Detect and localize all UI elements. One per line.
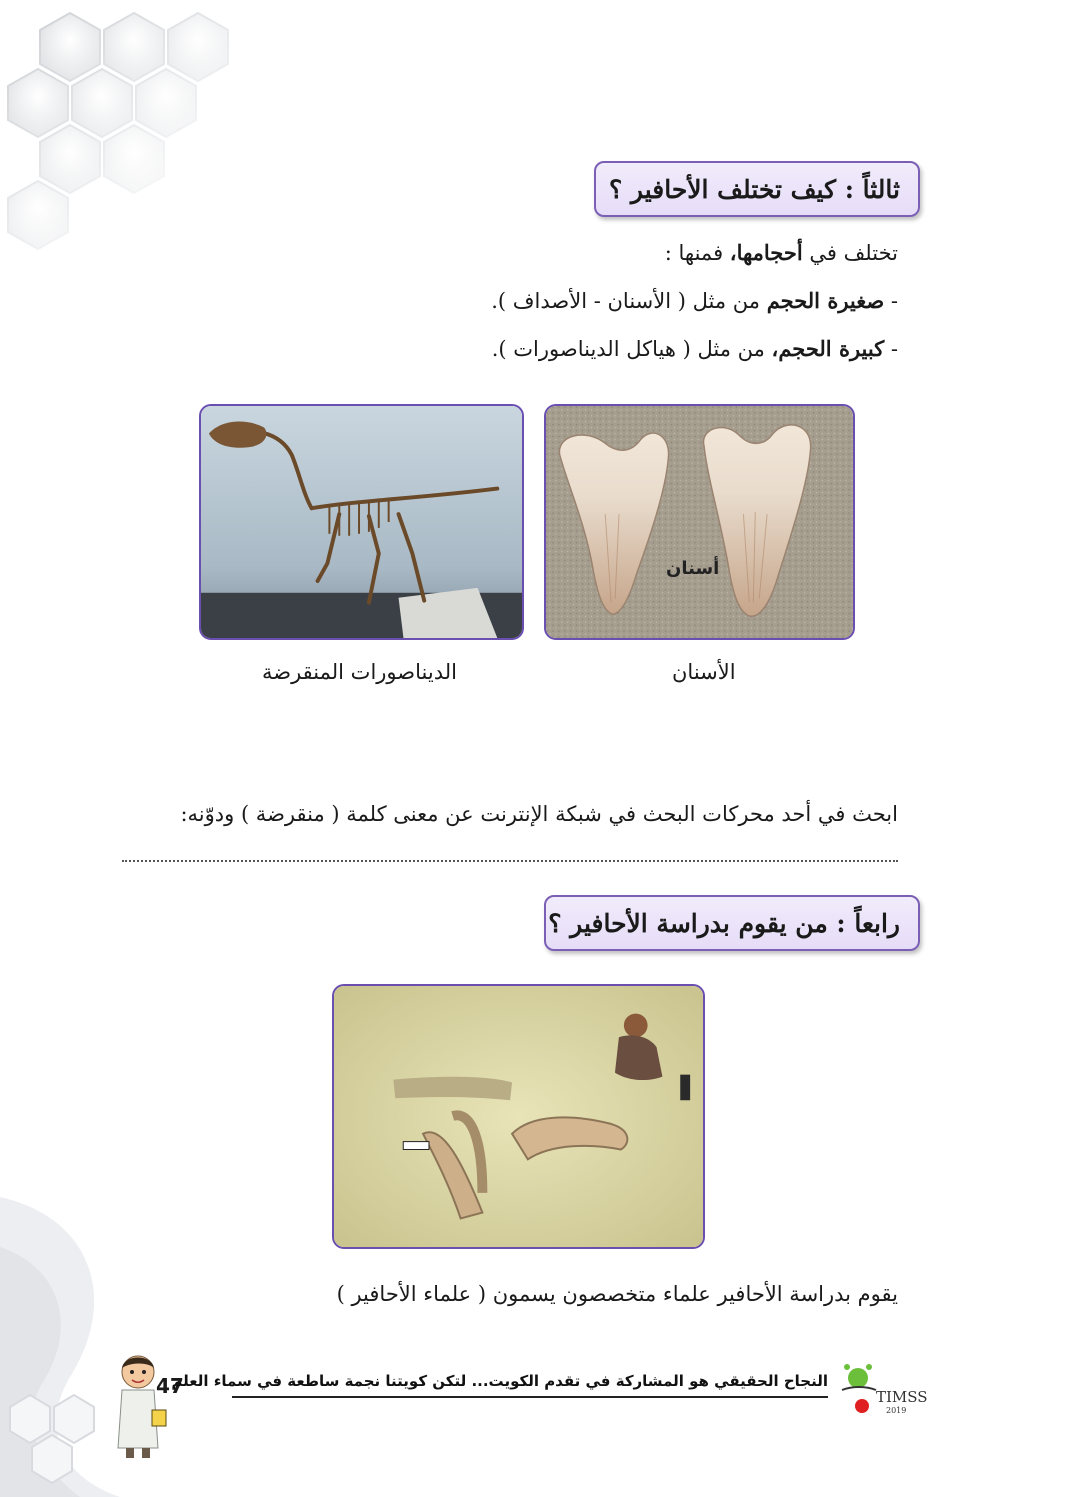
timss-logo (836, 1360, 926, 1420)
item-large-size: - كبيرة الحجم، من مثل ( هياكل الديناصورات ). (491, 336, 898, 361)
footer-divider (232, 1396, 828, 1398)
dinosaur-caption: الديناصورات المنقرضة (262, 660, 457, 684)
section4-heading-box (544, 895, 920, 951)
teeth-inner-label: أسنان (666, 558, 720, 579)
footer-slogan: النجاح الحقيقي هو المشاركة في تقدم الكويت... لتكن كويتنا نجمة ساطعة في سماء العلم (171, 1372, 828, 1390)
hexagon-pattern-top (0, 0, 300, 260)
item-small-size: - صغيرة الحجم من مثل ( الأسنان - الأصداف ). (491, 288, 898, 313)
timss-logo-text: TIMSS (876, 1388, 928, 1406)
section4-caption: يقوم بدراسة الأحافير علماء متخصصون يسمون ( علماء الأحافير ) (336, 1282, 898, 1306)
activity-prompt: ابحث في أحد محركات البحث في شبكة الإنترنت عن معنى كلمة ( منقرضة ) ودوّنه: (180, 802, 898, 826)
teeth-caption: الأسنان (672, 660, 736, 684)
dinosaur-skeleton-photo (199, 404, 524, 640)
section3-heading: ثالثاً : كيف تختلف الأحافير ؟ (608, 174, 900, 204)
timss-logo-year: 2019 (886, 1406, 907, 1415)
student-mascot-icon (108, 1352, 174, 1460)
shark-teeth-photo (544, 404, 855, 640)
page-number: 47 (156, 1374, 184, 1398)
intro-line: تختلف في أحجامها، فمنها : (664, 240, 898, 265)
fossil-excavation-photo (332, 984, 705, 1249)
answer-dotted-line[interactable] (122, 860, 898, 862)
section3-heading-box (594, 161, 920, 217)
section4-heading: رابعاً : من يقوم بدراسة الأحافير ؟ (548, 908, 900, 938)
